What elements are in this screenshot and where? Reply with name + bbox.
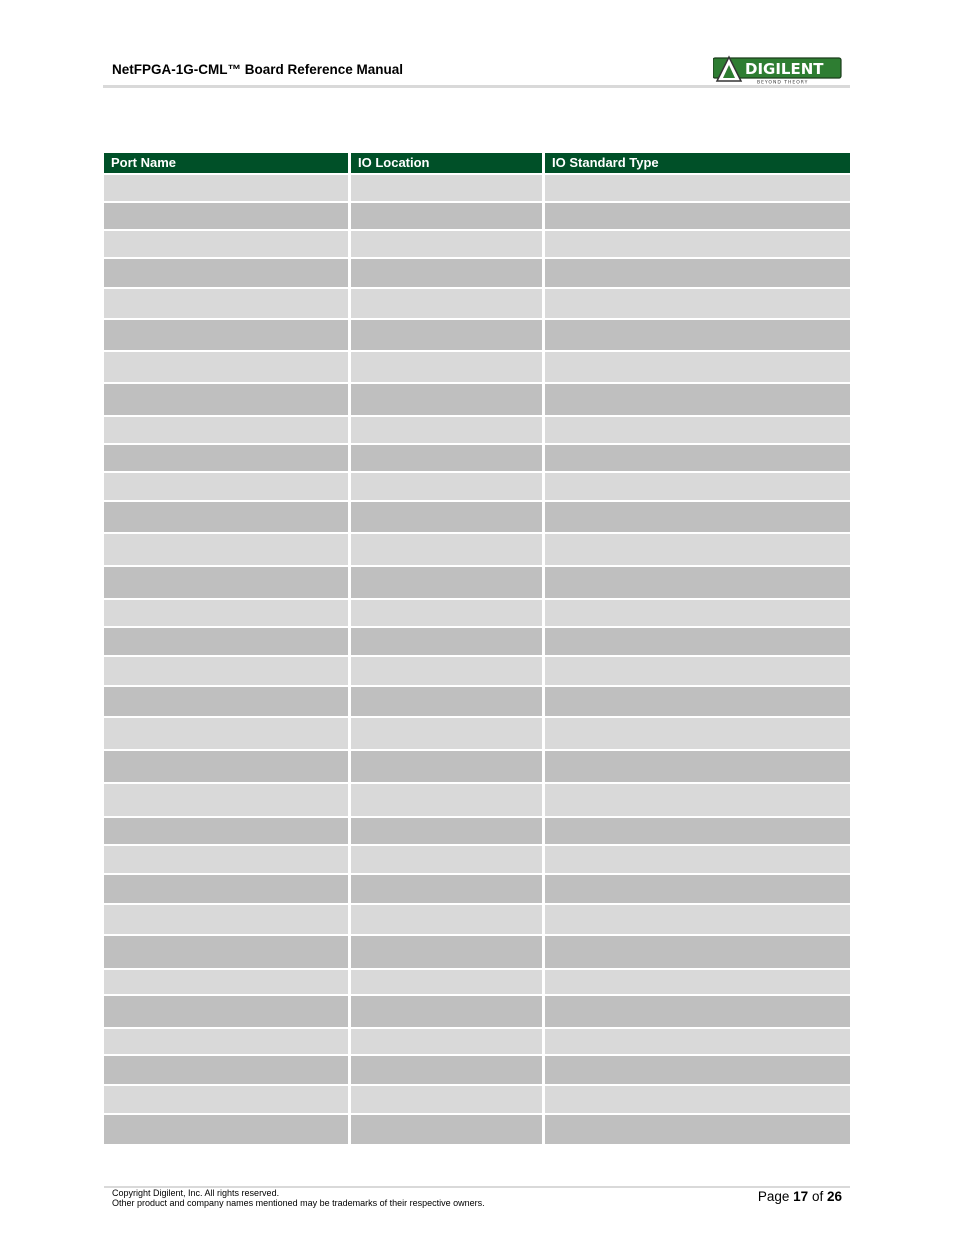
table-body xyxy=(104,173,850,1144)
table-row xyxy=(104,443,850,471)
table-cell xyxy=(104,655,351,685)
page-header xyxy=(103,50,850,88)
table-row xyxy=(104,382,850,415)
column-header-io-standard: IO Standard Type xyxy=(545,153,850,173)
table-row xyxy=(104,626,850,655)
table-cell xyxy=(351,1054,545,1084)
table-cell xyxy=(351,873,545,903)
table-cell xyxy=(545,903,850,934)
table-cell xyxy=(545,782,850,816)
table-row xyxy=(104,201,850,229)
table-cell xyxy=(351,565,545,598)
table-cell xyxy=(104,1084,351,1113)
table-row xyxy=(104,968,850,994)
table-cell xyxy=(351,598,545,626)
table-cell xyxy=(104,1027,351,1054)
table-cell xyxy=(104,257,351,287)
table-row xyxy=(104,782,850,816)
table-cell xyxy=(545,350,850,382)
table-cell xyxy=(545,968,850,994)
table-cell xyxy=(351,685,545,716)
table-cell xyxy=(545,229,850,257)
table-row xyxy=(104,994,850,1027)
table-cell xyxy=(545,173,850,201)
table-cell xyxy=(351,1113,545,1144)
table-row xyxy=(104,532,850,565)
table-row xyxy=(104,1113,850,1144)
table-row xyxy=(104,685,850,716)
table-row xyxy=(104,903,850,934)
table-cell xyxy=(351,716,545,749)
table-cell xyxy=(545,844,850,873)
trademark-line: Other product and company names mentioned may be trademarks of their respective owners. xyxy=(112,1198,485,1208)
table-cell xyxy=(104,716,351,749)
table-cell xyxy=(104,471,351,500)
table-cell xyxy=(104,1054,351,1084)
table-cell xyxy=(351,471,545,500)
table-cell xyxy=(104,844,351,873)
table-cell xyxy=(545,1054,850,1084)
table-cell xyxy=(545,1113,850,1144)
table-row xyxy=(104,716,850,749)
table-row xyxy=(104,318,850,350)
table-cell xyxy=(351,532,545,565)
table-cell xyxy=(545,318,850,350)
table-cell xyxy=(545,685,850,716)
table-row xyxy=(104,598,850,626)
table-row xyxy=(104,655,850,685)
table-cell xyxy=(545,471,850,500)
svg-text:DIGILENT: DIGILENT xyxy=(745,60,824,78)
table-cell xyxy=(104,598,351,626)
table-cell xyxy=(351,994,545,1027)
table-cell xyxy=(545,1027,850,1054)
table-cell xyxy=(104,443,351,471)
table-cell xyxy=(104,1113,351,1144)
table-cell xyxy=(104,500,351,532)
table-cell xyxy=(545,873,850,903)
table-cell xyxy=(545,415,850,443)
table-row xyxy=(104,1027,850,1054)
table-cell xyxy=(545,382,850,415)
table-row xyxy=(104,1054,850,1084)
table-cell xyxy=(104,350,351,382)
table-cell xyxy=(104,685,351,716)
table-cell xyxy=(351,201,545,229)
table-cell xyxy=(104,229,351,257)
table-cell xyxy=(104,565,351,598)
table-cell xyxy=(545,1084,850,1113)
table-cell xyxy=(351,415,545,443)
table-row xyxy=(104,173,850,201)
table-cell xyxy=(351,1084,545,1113)
table-cell xyxy=(104,201,351,229)
table-cell xyxy=(351,903,545,934)
table-cell xyxy=(104,873,351,903)
page-number: Page 17 of 26 xyxy=(757,1189,842,1204)
header-divider xyxy=(103,85,850,88)
table-cell xyxy=(545,565,850,598)
table-cell xyxy=(351,350,545,382)
current-page: 17 xyxy=(793,1189,809,1204)
table-row xyxy=(104,229,850,257)
table-cell xyxy=(104,173,351,201)
table-cell xyxy=(351,655,545,685)
table-cell xyxy=(545,816,850,844)
table-cell xyxy=(545,716,850,749)
table-cell xyxy=(545,934,850,968)
table-cell xyxy=(104,934,351,968)
table-cell xyxy=(545,532,850,565)
table-cell xyxy=(545,443,850,471)
table-cell xyxy=(351,816,545,844)
table-row xyxy=(104,471,850,500)
table-cell xyxy=(104,749,351,782)
table-cell xyxy=(104,903,351,934)
table-cell xyxy=(545,201,850,229)
table-cell xyxy=(351,257,545,287)
table-cell xyxy=(545,287,850,318)
table-cell xyxy=(351,968,545,994)
table-cell xyxy=(351,382,545,415)
table-cell xyxy=(351,626,545,655)
table-row xyxy=(104,287,850,318)
document-title: NetFPGA-1G-CML™ Board Reference Manual xyxy=(112,62,404,77)
table-row xyxy=(104,934,850,968)
table-cell xyxy=(351,782,545,816)
table-cell xyxy=(351,500,545,532)
table-cell xyxy=(104,415,351,443)
table-row xyxy=(104,500,850,532)
table-cell xyxy=(351,934,545,968)
table-cell xyxy=(351,173,545,201)
table-cell xyxy=(545,994,850,1027)
table-cell xyxy=(351,443,545,471)
table-cell xyxy=(104,382,351,415)
table-cell xyxy=(351,229,545,257)
table-cell xyxy=(104,994,351,1027)
table-row xyxy=(104,415,850,443)
table-cell xyxy=(545,257,850,287)
table-cell xyxy=(545,598,850,626)
table-cell xyxy=(104,287,351,318)
table-cell xyxy=(351,318,545,350)
table-row xyxy=(104,565,850,598)
table-cell xyxy=(545,626,850,655)
table-row xyxy=(104,350,850,382)
copyright-line: Copyright Digilent, Inc. All rights reserved. xyxy=(112,1188,280,1198)
total-pages: 26 xyxy=(826,1189,842,1204)
table-cell xyxy=(104,782,351,816)
footer-copyright xyxy=(112,1188,485,1208)
table-cell xyxy=(351,844,545,873)
table-cell xyxy=(545,749,850,782)
table-row xyxy=(104,844,850,873)
table-cell xyxy=(351,749,545,782)
io-table xyxy=(104,153,850,1144)
table-row xyxy=(104,816,850,844)
table-row xyxy=(104,749,850,782)
table-cell xyxy=(351,287,545,318)
column-header-port-name: Port Name xyxy=(104,153,351,173)
table-cell xyxy=(104,968,351,994)
table-cell xyxy=(351,1027,545,1054)
table-header-row xyxy=(104,153,850,173)
table-cell xyxy=(545,655,850,685)
svg-text:BEYOND THEORY: BEYOND THEORY xyxy=(757,80,809,85)
table-row xyxy=(104,873,850,903)
table-row xyxy=(104,1084,850,1113)
table-cell xyxy=(104,318,351,350)
table-cell xyxy=(104,816,351,844)
table-row xyxy=(104,257,850,287)
table-cell xyxy=(545,500,850,532)
table-cell xyxy=(104,626,351,655)
digilent-logo xyxy=(713,55,843,85)
column-header-io-location: IO Location xyxy=(351,153,545,173)
table-cell xyxy=(104,532,351,565)
